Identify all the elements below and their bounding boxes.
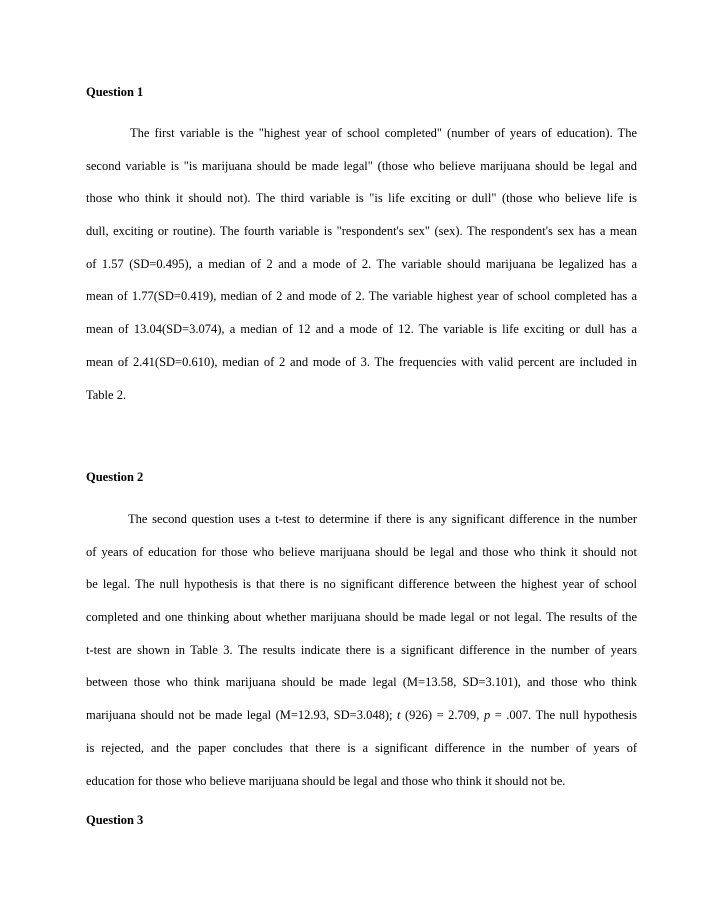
question-2-heading: Question 2 (86, 470, 144, 484)
paragraph-line: The second question uses a t-test to determine if there is any significant difference in the number (128, 512, 637, 526)
paragraph-line: dull, exciting or routine). The fourth variable is "respondent's sex" (sex). The respondent's sex has a mean (86, 224, 637, 239)
paragraph-line: Table 2. (86, 387, 127, 402)
paragraph-line: The first variable is the "highest year of school completed" (number of years of education). The (130, 126, 637, 140)
paragraph-line: mean of 1.77(SD=0.419), median of 2 and mode of 2. The variable highest year of school completed has a (86, 289, 637, 304)
paragraph-line: between those who think marijuana should be made legal (M=13.58, SD=3.101), and those who think (86, 675, 637, 690)
paragraph-line: second variable is "is marijuana should be made legal" (those who believe marijuana should be legal and (86, 158, 637, 173)
paragraph-line-with-statistics (86, 707, 637, 740)
paragraph-line: completed and one thinking about whether marijuana should be made legal or not legal. The results of the (86, 610, 637, 625)
paragraph-line: is rejected, and the paper concludes that there is a significant difference in the number of years of (86, 740, 637, 755)
paragraph-line: mean of 13.04(SD=3.074), a median of 12 and a mode of 12. The variable is life exciting or dull has a (86, 322, 637, 337)
line-text: marijuana should not be made legal (M=12.93, SD=3.048); (86, 708, 397, 723)
line-text: (926) = 2.709, (400, 708, 484, 723)
question-2-paragraph (86, 511, 637, 805)
paragraph-line: education for those who believe marijuana should be legal and those who think it should not be. (86, 773, 566, 788)
paragraph-line: be legal. The null hypothesis is that there is no significant difference between the highest year of school (86, 577, 637, 592)
question-1-heading: Question 1 (86, 85, 144, 99)
question-1-paragraph (86, 125, 637, 419)
t-statistic-symbol: t (397, 708, 401, 723)
paragraph-line: mean of 2.41(SD=0.610), median of 2 and mode of 3. The frequencies with valid percent are included in (86, 354, 637, 369)
p-value-symbol: p (483, 708, 491, 723)
paragraph-line: of 1.57 (SD=0.495), a median of 2 and a mode of 2. The variable should marijuana be legalized has a (86, 256, 637, 271)
question-3-heading: Question 3 (86, 813, 144, 827)
paragraph-line: those who think it should not). The third variable is "is life exciting or dull" (those who believe life is (86, 191, 637, 206)
line-text: = .007. The null hypothesis (490, 708, 637, 723)
paragraph-line: t-test are shown in Table 3. The results indicate there is a significant difference in the number of years (86, 642, 637, 657)
paragraph-line: of years of education for those who believe marijuana should be legal and those who think it should not (86, 544, 637, 559)
